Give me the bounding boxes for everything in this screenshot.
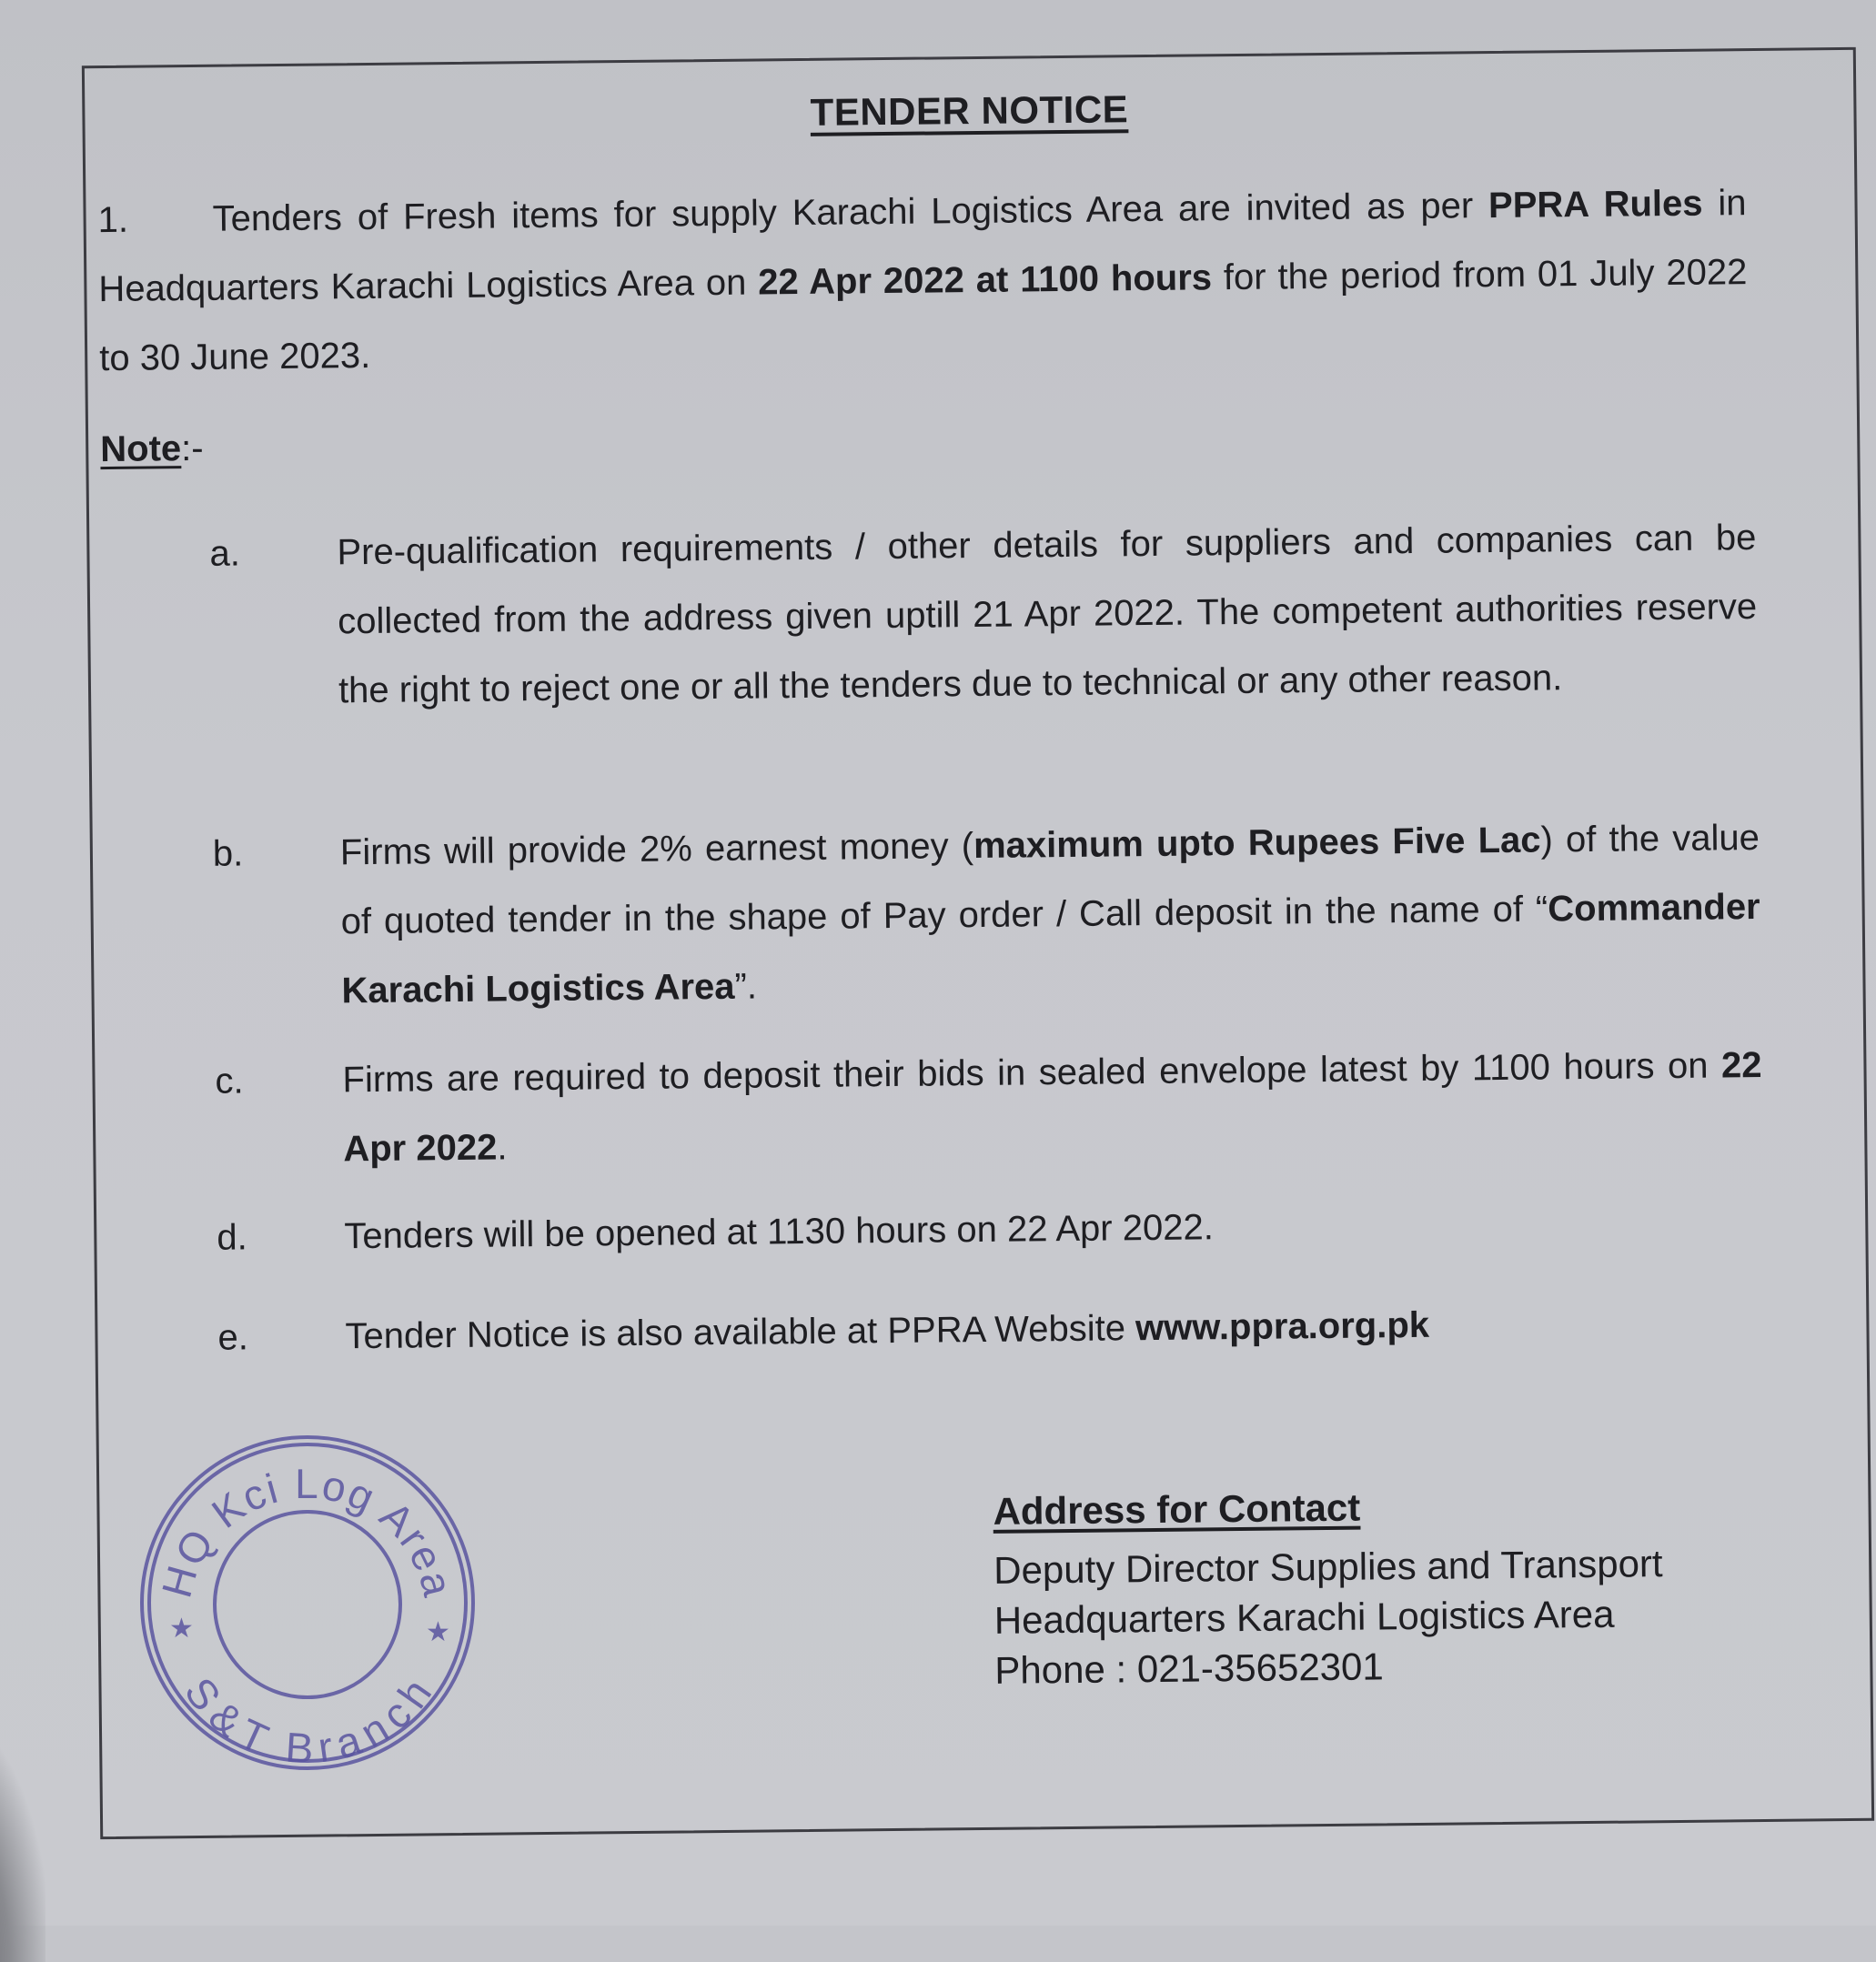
- note-item-a: a. Pre-qualification requirements / other details for suppliers and companies can be collected from the address given uptill 21 Apr 2022. The competent authorities reserve the right to reject one or all the tenders due to technical or any other reason.: [209, 518, 1758, 711]
- star-icon: ★: [169, 1614, 194, 1644]
- stamp-top-text: HQ Kci Log Area: [152, 1459, 463, 1603]
- contact-line: Headquarters Karachi Logistics Area: [993, 1592, 1615, 1642]
- note-item-b: b. Firms will provide 2% earnest money (maximum upto Rupees Five Lac) of the value of quoted tender in the shape of Pay order / Call deposit in the name of “Commander Karachi Logistics Area”.: [212, 818, 1760, 1011]
- notice-title: TENDER NOTICE: [810, 87, 1129, 134]
- note-item-e: e. Tender Notice is also available at PPRA Website www.ppra.org.pk: [217, 1304, 1430, 1358]
- note-item-c: c. Firms are required to deposit their bids in sealed envelope latest by 1100 hours on 22 Apr 2022.: [215, 1044, 1762, 1170]
- corner-shadow: [0, 1726, 45, 1962]
- ppra-website-link: www.ppra.org.pk: [1135, 1304, 1430, 1349]
- note-item-d: d. Tenders will be opened at 1130 hours on 22 Apr 2022.: [217, 1207, 1215, 1258]
- note-heading: Note:-: [100, 428, 204, 470]
- contact-heading: Address for Contact: [993, 1485, 1361, 1533]
- star-icon: ★: [426, 1617, 450, 1647]
- contact-line: Deputy Director Supplies and Transport: [993, 1542, 1663, 1592]
- official-stamp: [135, 1430, 480, 1776]
- stamp-inner-ring: [215, 1512, 400, 1697]
- paragraph-1: 1. Tenders of Fresh items for supply Karachi Logistics Area are invited as per PPRA Rules in Headquarters Karachi Logistics Area on 22 Apr 2022 at 1100 hours for the period from 01 July 2022 to 30 June 2023.: [97, 183, 1748, 379]
- stamp-bottom-text: S&T Branch: [176, 1668, 441, 1773]
- contact-phone: Phone : 021-35652301: [994, 1645, 1384, 1692]
- paragraph-number: 1.: [97, 199, 129, 241]
- contact-address: [993, 1479, 1664, 1695]
